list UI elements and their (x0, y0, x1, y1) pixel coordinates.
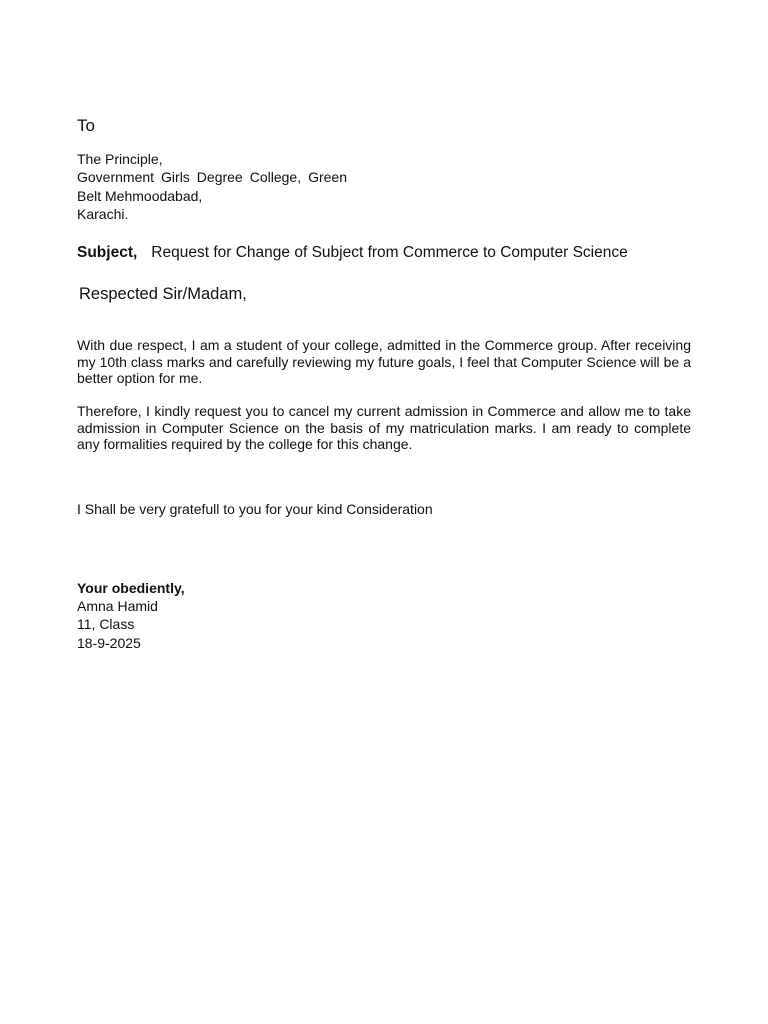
signoff-name: Amna Hamid (77, 598, 158, 615)
recipient-heading: To (77, 116, 95, 135)
address-line-2: Government Girls Degree College, Green (77, 169, 347, 186)
signoff-salutation: Your obediently, (77, 580, 185, 596)
signoff-class: 11, Class (77, 616, 135, 633)
subject-text: Request for Change of Subject from Commerce to Computer Science (151, 244, 628, 261)
signoff-date: 18-9-2025 (77, 634, 141, 651)
address-line-4: Karachi. (77, 205, 129, 222)
address-line-3: Belt Mehmoodabad, (77, 187, 203, 204)
greeting: Respected Sir/Madam, (79, 285, 247, 303)
closing-line: I Shall be very gratefull to you for your kind Consideration (77, 501, 433, 517)
subject-label: Subject, (77, 244, 138, 261)
body-paragraph-2: Therefore, I kindly request you to cancel my current admission in Commerce and allow me to take admission in Computer Science on the basis of my matriculation marks. I am ready to complete any formalities required by the college for this change. (77, 403, 691, 453)
body-paragraph-1: With due respect, I am a student of your college, admitted in the Commerce group. After receiving my 10th class marks and carefully reviewing my future goals, I feel that Computer Science will be a better option for me. (77, 337, 691, 387)
recipient-address (77, 150, 347, 223)
signature-block (77, 579, 185, 652)
subject-line (77, 243, 628, 263)
address-line-1: The Principle, (77, 151, 163, 167)
